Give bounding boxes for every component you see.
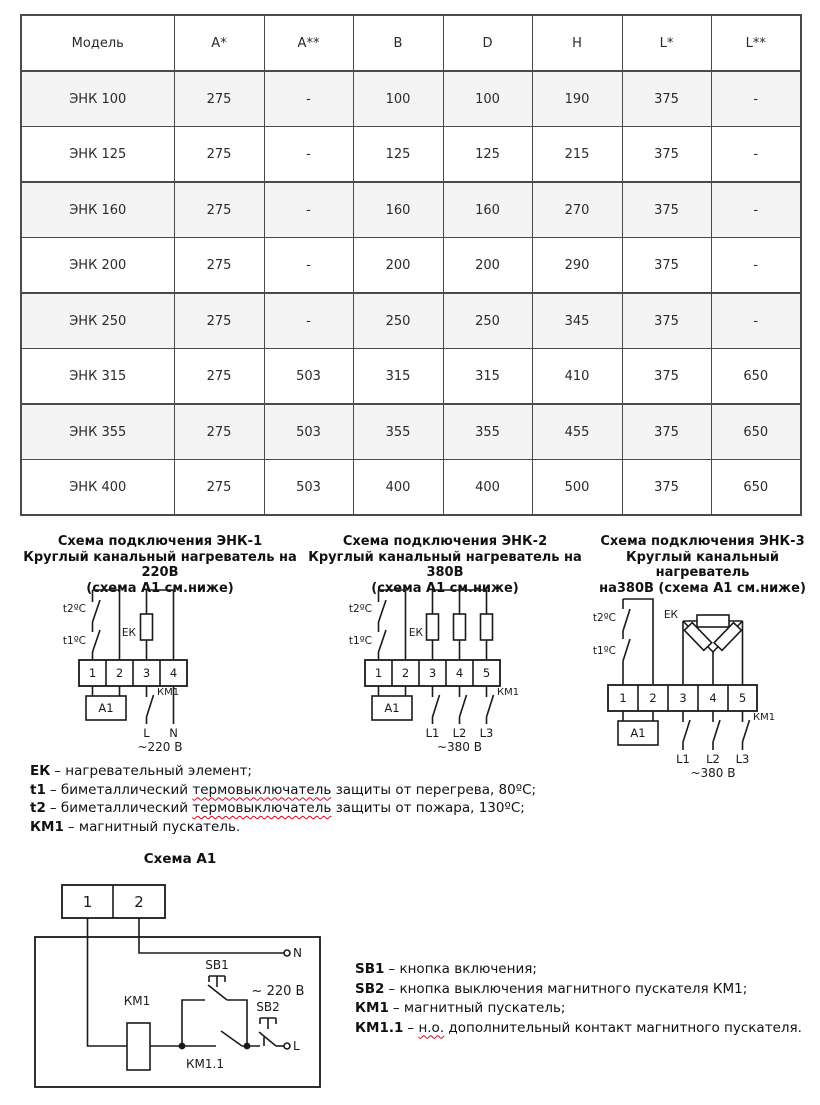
- table-row: [21, 460, 801, 516]
- voltage-label: ~220 В: [137, 740, 183, 754]
- column-header: D: [443, 15, 532, 71]
- table-cell: 375: [622, 238, 711, 294]
- legend-text: –: [407, 1019, 419, 1036]
- table-cell: 375: [622, 293, 711, 349]
- table-cell: 275: [174, 460, 264, 516]
- legend-item: [355, 980, 805, 1000]
- t1-label: t1ºC: [348, 635, 372, 647]
- title-line: Круглый канальный нагреватель на 220В: [23, 549, 297, 580]
- title-line: Круглый канальный нагреватель на 380В: [308, 549, 582, 580]
- schema-a1-title: Схема А1: [143, 851, 217, 867]
- table-cell: -: [711, 71, 801, 127]
- table-cell: 375: [622, 349, 711, 405]
- terminal-label: 2: [401, 666, 410, 680]
- table-cell: ЭНК 200: [21, 238, 174, 294]
- table-cell: 375: [622, 127, 711, 183]
- table-cell: -: [711, 293, 801, 349]
- t2-label: t2ºC: [348, 603, 372, 615]
- terminal-label: 1: [88, 666, 97, 680]
- km1-label: КМ1: [753, 712, 776, 723]
- table-cell: 345: [532, 293, 622, 349]
- column-header: A**: [264, 15, 353, 71]
- table-cell: 375: [622, 404, 711, 460]
- table-cell: 100: [353, 71, 443, 127]
- km11-label: КМ1.1: [186, 1057, 224, 1071]
- table-cell: 215: [532, 127, 622, 183]
- title-line: Круглый канальный нагреватель: [625, 549, 780, 580]
- table-cell: 160: [353, 182, 443, 238]
- legend-item: [30, 818, 590, 837]
- table-cell: -: [711, 238, 801, 294]
- a1-connectors: [93, 686, 120, 696]
- table-cell: 650: [711, 349, 801, 405]
- heater-element: [481, 614, 493, 640]
- components-legend: [30, 762, 590, 836]
- table-cell: ЭНК 100: [21, 71, 174, 127]
- table-row: [21, 238, 801, 294]
- terminal-label: 1: [82, 893, 93, 911]
- heater-element: [427, 614, 439, 640]
- column-header: B: [353, 15, 443, 71]
- spellchecked-word: термовыключатель: [192, 800, 332, 816]
- legend-item: [30, 799, 590, 818]
- a1-connectors: [379, 686, 406, 696]
- column-header: Модель: [21, 15, 174, 71]
- legend-text: – магнитный пускатель;: [392, 1000, 566, 1016]
- table-cell: -: [264, 238, 353, 294]
- n-terminal: [284, 950, 290, 956]
- table-cell: -: [264, 71, 353, 127]
- heater-element: [141, 614, 153, 640]
- enk3-wiring-diagram: [585, 584, 820, 780]
- voltage-label: ~380 В: [436, 740, 483, 754]
- legend-text: – магнитный пускатель.: [67, 818, 241, 835]
- legend-term: t2: [30, 800, 46, 816]
- table-cell: ЭНК 355: [21, 404, 174, 460]
- table-row: [21, 404, 801, 460]
- legend-text: защиты от пожара, 130ºС;: [331, 800, 525, 816]
- table-cell: ЭНК 160: [21, 182, 174, 238]
- t2-label: t2ºC: [592, 612, 616, 624]
- table-header-row: [21, 15, 801, 71]
- terminal-block: [62, 885, 165, 918]
- table-cell: 200: [353, 238, 443, 294]
- voltage-label: ~ 220 В: [251, 984, 305, 999]
- schema-a1-diagram: [20, 878, 340, 1090]
- table-cell: 250: [443, 293, 532, 349]
- terminal-strip: [79, 660, 187, 686]
- legend-text: – кнопка выключения магнитного пускателя КМ1;: [388, 980, 748, 997]
- title-line: Схема подключения ЭНК-2: [342, 534, 548, 549]
- terminal-label: 3: [428, 666, 437, 680]
- table-cell: 275: [174, 127, 264, 183]
- table-cell: 125: [443, 127, 532, 183]
- terminal-label: 4: [709, 691, 717, 705]
- sb2-label: SB2: [256, 1000, 280, 1014]
- table-cell: 375: [622, 182, 711, 238]
- thermal-switch-circuit: [379, 590, 406, 660]
- junction-dot: [244, 1043, 251, 1050]
- legend-term: КМ1: [355, 1000, 389, 1016]
- schema-a1-legend: [355, 960, 805, 1038]
- legend-term: КМ1: [30, 818, 64, 835]
- thermal-switch-circuit: [93, 590, 120, 660]
- ek-label: ЕК: [408, 627, 423, 639]
- table-row: [21, 127, 801, 183]
- table-cell: 410: [532, 349, 622, 405]
- table-cell: 500: [532, 460, 622, 516]
- table-row: [21, 71, 801, 127]
- enk2-wiring-diagram: [300, 586, 590, 754]
- line-l3-label: L3: [479, 726, 494, 740]
- voltage-label: ~380 В: [690, 766, 736, 780]
- km1-contact: [147, 686, 154, 724]
- table-cell: 503: [264, 460, 353, 516]
- ek-label: ЕК: [663, 609, 678, 621]
- table-cell: 160: [443, 182, 532, 238]
- terminal-label: 2: [649, 691, 657, 705]
- a1-label: А1: [384, 701, 400, 715]
- line-l-label: L: [143, 726, 150, 740]
- table-row: [21, 293, 801, 349]
- terminal-strip: [608, 685, 757, 711]
- km1-label: КМ1: [497, 687, 520, 698]
- table-cell: -: [711, 127, 801, 183]
- terminal-label: 4: [169, 666, 178, 680]
- table-cell: 503: [264, 404, 353, 460]
- sb1-label: SB1: [205, 958, 229, 972]
- title-line: Схема подключения ЭНК-3: [600, 534, 805, 549]
- table-cell: -: [711, 182, 801, 238]
- table-cell: 275: [174, 238, 264, 294]
- table-cell: 275: [174, 349, 264, 405]
- table-row: [21, 349, 801, 405]
- legend-term: ЕК: [30, 763, 51, 779]
- l-terminal: [284, 1043, 290, 1049]
- table-cell: 375: [622, 460, 711, 516]
- table-cell: 400: [353, 460, 443, 516]
- legend-term: SB1: [355, 961, 385, 977]
- table-cell: 275: [174, 404, 264, 460]
- line-l3-label: L3: [735, 752, 750, 766]
- table-cell: 650: [711, 460, 801, 516]
- spellchecked-word: термовыключатель: [192, 781, 332, 798]
- table-cell: 200: [443, 238, 532, 294]
- column-header: H: [532, 15, 622, 71]
- thermal-switch-circuit: [623, 599, 653, 685]
- terminal-label: 5: [482, 666, 491, 680]
- table-row: [21, 182, 801, 238]
- terminal-label: 1: [619, 691, 627, 705]
- line-l2-label: L2: [452, 726, 467, 740]
- heater-element: [454, 614, 466, 640]
- legend-item: [355, 960, 805, 980]
- table-cell: ЭНК 250: [21, 293, 174, 349]
- table-cell: 375: [622, 71, 711, 127]
- table-cell: 455: [532, 404, 622, 460]
- km1-contacts: [433, 686, 494, 724]
- column-header: L**: [711, 15, 801, 71]
- table-cell: 290: [532, 238, 622, 294]
- legend-text: – биметаллический: [49, 781, 193, 798]
- legend-item: [355, 1019, 805, 1039]
- table-cell: 275: [174, 293, 264, 349]
- table-cell: 270: [532, 182, 622, 238]
- line-l1-label: L1: [676, 752, 690, 766]
- table-cell: 250: [353, 293, 443, 349]
- spellchecked-word: н.о.: [418, 1019, 445, 1036]
- a1-connectors: [623, 711, 653, 721]
- table-cell: 355: [353, 404, 443, 460]
- t1-label: t1ºC: [62, 635, 86, 647]
- legend-term: SB2: [355, 980, 385, 997]
- table-cell: 315: [443, 349, 532, 405]
- legend-item: [30, 781, 590, 800]
- legend-text: дополнительный контакт магнитного пускателя.: [444, 1019, 802, 1036]
- legend-text: – кнопка включения;: [388, 961, 537, 977]
- table-cell: 125: [353, 127, 443, 183]
- table-cell: ЭНК 400: [21, 460, 174, 516]
- junction-dot: [179, 1043, 186, 1050]
- table-cell: 190: [532, 71, 622, 127]
- table-cell: 275: [174, 182, 264, 238]
- table-cell: 503: [264, 349, 353, 405]
- table-cell: 100: [443, 71, 532, 127]
- km1-contacts: [683, 711, 750, 750]
- title-line: (схема А1 см.ниже): [86, 580, 234, 596]
- legend-term: КМ1.1: [355, 1019, 404, 1036]
- legend-text: – биметаллический: [49, 800, 193, 816]
- table-cell: ЭНК 315: [21, 349, 174, 405]
- table-cell: -: [264, 182, 353, 238]
- column-header: A*: [174, 15, 264, 71]
- terminal-label: 5: [738, 691, 747, 705]
- table-cell: -: [264, 127, 353, 183]
- n-label: N: [293, 946, 302, 960]
- t2-label: t2ºC: [62, 603, 86, 615]
- title-line: Схема подключения ЭНК-1: [57, 534, 263, 549]
- table-cell: ЭНК 125: [21, 127, 174, 183]
- terminal-label: 2: [115, 666, 124, 680]
- km1-coil: [127, 1023, 150, 1070]
- line-n-label: N: [169, 726, 178, 740]
- a1-label: А1: [630, 726, 646, 740]
- line-l1-label: L1: [425, 726, 440, 740]
- km1-label: КМ1: [157, 687, 180, 698]
- terminal-label: 4: [455, 666, 464, 680]
- terminal-label: 1: [374, 666, 383, 680]
- t1-label: t1ºC: [592, 645, 616, 657]
- table-cell: -: [264, 293, 353, 349]
- table-cell: 315: [353, 349, 443, 405]
- enk1-wiring-diagram: [20, 586, 300, 754]
- title-line: (схема А1 см.ниже): [371, 580, 519, 596]
- terminal-label: 3: [142, 666, 151, 680]
- legend-text: – нагревательный элемент;: [54, 763, 252, 779]
- heater-element: [697, 615, 729, 627]
- legend-term: t1: [30, 781, 46, 798]
- column-header: L*: [622, 15, 711, 71]
- table-cell: 650: [711, 404, 801, 460]
- table-cell: 355: [443, 404, 532, 460]
- legend-text: защиты от перегрева, 80ºС;: [331, 781, 537, 798]
- legend-item: [355, 999, 805, 1019]
- a1-label: А1: [98, 701, 114, 715]
- table-cell: 275: [174, 71, 264, 127]
- title-line: на380В (схема А1 см.ниже): [599, 580, 806, 596]
- line-l2-label: L2: [706, 752, 720, 766]
- terminal-strip: [365, 660, 500, 686]
- spec-table: [20, 14, 802, 516]
- ek-label: ЕК: [121, 627, 136, 639]
- table-cell: 400: [443, 460, 532, 516]
- legend-item: [30, 762, 590, 781]
- km1-label: КМ1: [123, 994, 151, 1008]
- terminal-label: 3: [679, 691, 687, 705]
- terminal-label: 2: [134, 893, 144, 911]
- l-label: L: [293, 1039, 300, 1053]
